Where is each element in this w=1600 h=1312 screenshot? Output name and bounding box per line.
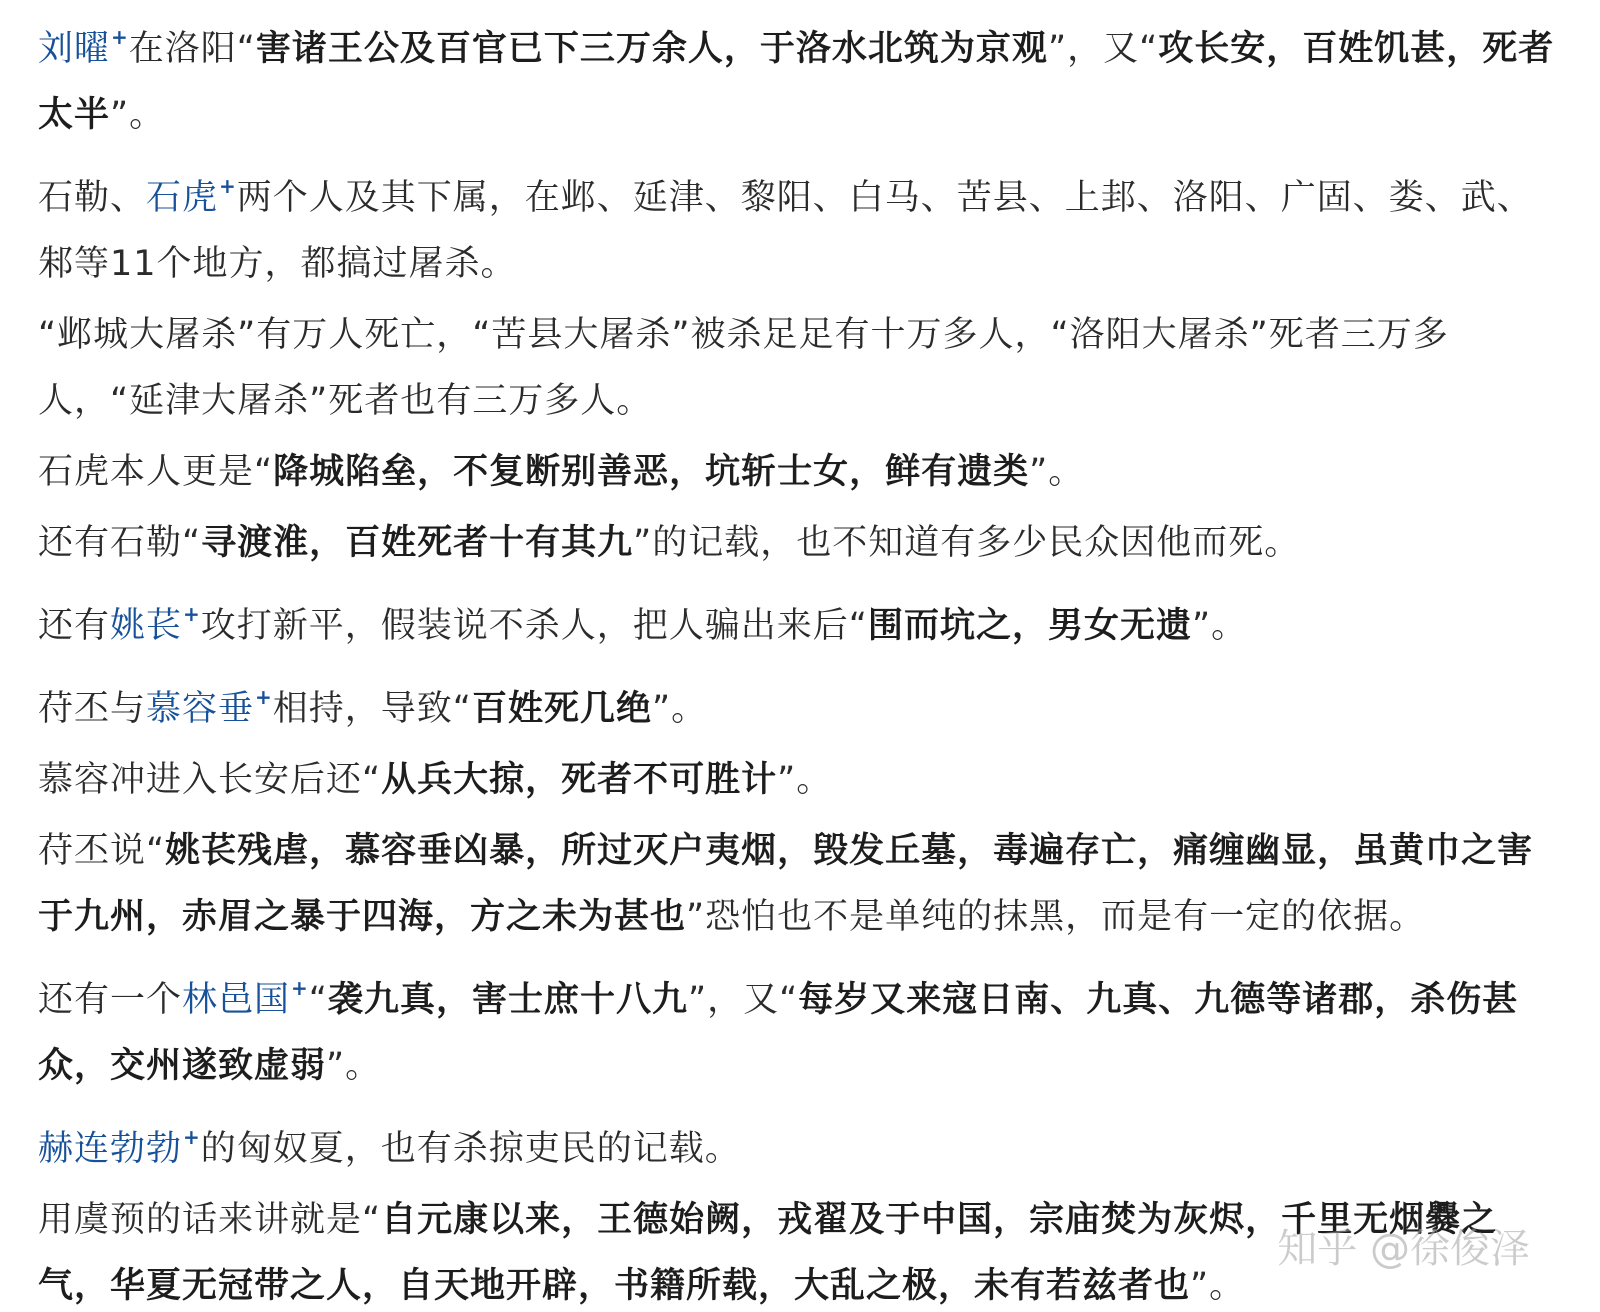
body-text: 苻丕说“ — [38, 831, 166, 871]
quoted-text: 百姓死几绝 — [471, 689, 652, 729]
body-text: 攻打新平，假装说不杀人，把人骗出来后“ — [200, 606, 868, 646]
body-text: “邺城大屠杀”有万人死亡，“苦县大屠杀”被杀足足有十万多人，“洛阳大屠杀”死者三万多人，“延津大屠杀”死者也有三万多人。 — [38, 315, 1449, 421]
zhihu-watermark: 知乎 @徐俊泽 — [1277, 1226, 1530, 1272]
link-plus-icon[interactable]: + — [219, 174, 237, 198]
body-text: ”。 — [326, 1046, 382, 1086]
body-text: ”。 — [651, 689, 708, 729]
body-text: 石虎本人更是“ — [38, 452, 274, 492]
body-text: 慕容冲进入长安后还“ — [38, 760, 382, 800]
entity-link[interactable] — [146, 174, 237, 218]
body-text: 两个人及其下属，在邺、延津、黎阳、白马、苦县、上邽、洛阳、广固、娄、武、邾等11个地方，都搞过屠杀。 — [38, 178, 1533, 284]
paragraph — [38, 302, 1568, 434]
body-text: ”。 — [1029, 452, 1085, 492]
body-text: “ — [308, 980, 328, 1020]
body-text: 还有 — [38, 606, 111, 646]
body-text: ”，又“ — [687, 980, 799, 1020]
body-text: 用虞预的话来讲就是“ — [38, 1200, 382, 1240]
entity-link-label[interactable]: 石虎 — [146, 178, 219, 218]
paragraph — [38, 955, 1568, 1099]
entity-link[interactable] — [110, 602, 201, 646]
body-text: 还有石勒“ — [38, 523, 202, 563]
paragraph — [38, 581, 1568, 659]
quoted-text: 自元康以来，王德始阙，戎翟及于中国，宗庙焚为灰烬，千里无烟爨之气，华夏无冠带之人，自天地开辟，书籍所载，大乱之极，未有若兹者也 — [38, 1200, 1498, 1306]
body-text: ”的记载，也不知道有多少民众因他而死。 — [633, 523, 1301, 563]
body-text: 还有一个 — [38, 980, 183, 1020]
entity-link-label[interactable]: 赫连勃勃 — [38, 1129, 183, 1169]
entity-link-label[interactable]: 林邑国 — [182, 980, 291, 1020]
body-text: 的匈奴夏，也有杀掠吏民的记载。 — [200, 1129, 741, 1169]
body-text: ”。 — [777, 760, 833, 800]
body-text: ”。 — [1191, 606, 1248, 646]
paragraph-list — [38, 4, 1560, 1312]
entity-link[interactable] — [38, 25, 129, 69]
body-text: 苻丕与 — [38, 689, 147, 729]
entity-link-label[interactable]: 刘曜 — [38, 29, 111, 69]
quoted-text: 袭九真，害士庶十八九 — [327, 980, 688, 1020]
link-plus-icon[interactable]: + — [255, 685, 273, 709]
entity-link[interactable] — [182, 976, 309, 1020]
quoted-text: 降城陷垒，不复断别善恶，坑斩士女，鲜有遗类 — [273, 452, 1030, 492]
quoted-text: 每岁又来寇日南、九真、九德等诸郡，杀伤甚众，交州遂致虚弱 — [38, 980, 1519, 1086]
body-text: ”。 — [110, 95, 166, 135]
paragraph — [38, 818, 1568, 950]
quoted-text: 害诸王公及百官已下三万余人，于洛水北筑为京观 — [255, 29, 1048, 69]
paragraph — [38, 1104, 1568, 1182]
entity-link-label[interactable]: 姚苌 — [110, 606, 183, 646]
body-text: 相持，导致“ — [272, 689, 472, 729]
body-text: 在洛阳“ — [128, 29, 256, 69]
link-plus-icon[interactable]: + — [183, 602, 201, 626]
paragraph — [38, 153, 1568, 297]
quoted-text: 姚苌残虐，慕容垂凶暴，所过灭户夷烟，毁发丘墓，毒遍存亡，痛缠幽显，虽黄巾之害于九州，赤眉之暴于四海，方之未为甚也 — [38, 831, 1534, 937]
body-text: ”恐怕也不是单纯的抹黑，而是有一定的依据。 — [686, 897, 1426, 937]
quoted-text: 围而坑之，男女无遗 — [867, 606, 1192, 646]
body-text: ”，又“ — [1047, 29, 1159, 69]
link-plus-icon[interactable]: + — [183, 1125, 201, 1149]
paragraph — [38, 510, 1568, 576]
entity-link-label[interactable]: 慕容垂 — [146, 689, 255, 729]
link-plus-icon[interactable]: + — [291, 976, 309, 1000]
paragraph — [38, 439, 1568, 505]
body-text: ”。 — [1190, 1266, 1246, 1306]
entity-link[interactable] — [146, 685, 273, 729]
body-text: 石勒、 — [38, 178, 147, 218]
paragraph — [38, 1187, 1568, 1312]
link-plus-icon[interactable]: + — [111, 25, 129, 49]
quoted-text: 攻长安，百姓饥甚，死者太半 — [38, 29, 1555, 135]
paragraph — [38, 747, 1568, 813]
paragraph — [38, 4, 1568, 148]
quoted-text: 寻渡淮，百姓死者十有其九 — [201, 523, 634, 563]
paragraph — [38, 664, 1568, 742]
entity-link[interactable] — [38, 1125, 201, 1169]
quoted-text: 从兵大掠，死者不可胜计 — [381, 760, 778, 800]
